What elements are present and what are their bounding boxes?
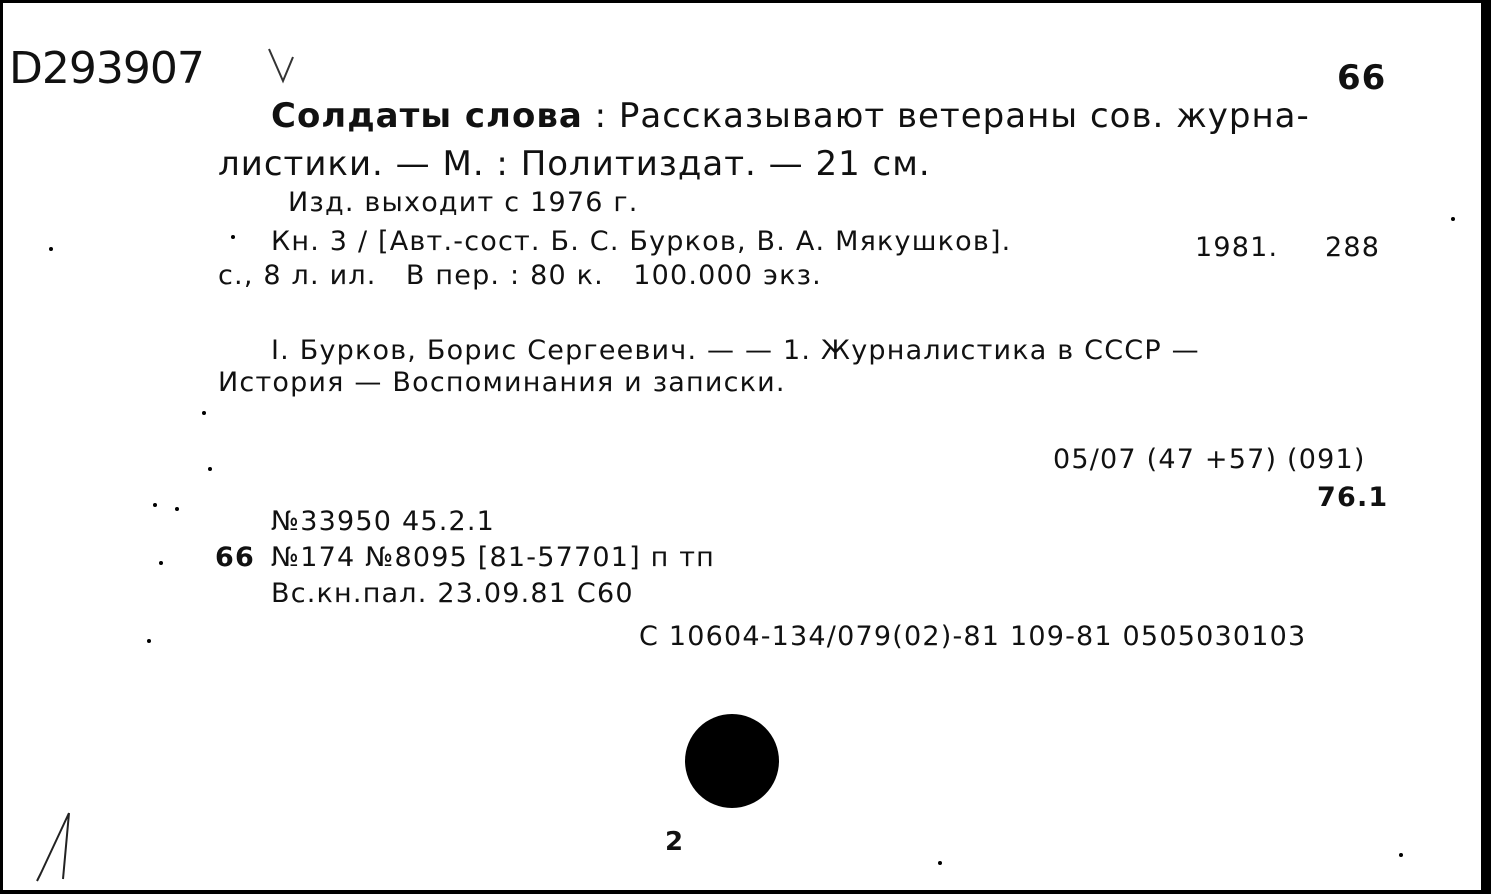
tracing-line-1: I. Бурков, Борис Сергеевич. — — 1. Журналистика в СССР — bbox=[271, 335, 1200, 366]
speck bbox=[175, 507, 179, 511]
speck bbox=[202, 411, 206, 415]
speck bbox=[153, 503, 157, 507]
bottom-hand-mark: 2 bbox=[665, 827, 684, 857]
speck bbox=[49, 247, 53, 251]
catalog-code-line: С 10604-134/079(02)-81 109-81 0505030103 bbox=[639, 621, 1307, 652]
title-bold: Солдаты слова bbox=[271, 96, 583, 136]
volume-line-1: Кн. 3 / [Авт.-сост. Б. С. Бурков, В. А. Мякушков]. bbox=[271, 226, 1012, 257]
inventory-number: D293907 bbox=[9, 43, 204, 94]
speck bbox=[147, 639, 151, 643]
checkmark-icon bbox=[265, 43, 305, 87]
punch-hole bbox=[685, 714, 779, 808]
volume-line-2: с., 8 л. ил. В пер. : 80 к. 100.000 экз. bbox=[218, 260, 822, 291]
bbk-code: 76.1 bbox=[1317, 482, 1389, 513]
handwritten-mark-icon bbox=[31, 809, 77, 885]
corner-number: 66 bbox=[1337, 58, 1387, 98]
registration-line: №174 №8095 [81-57701] п тп bbox=[271, 542, 716, 573]
book-chamber-line: Вс.кн.пал. 23.09.81 С60 bbox=[271, 578, 634, 609]
title-line-1 bbox=[271, 96, 1310, 136]
tracing-line-2: История — Воспоминания и записки. bbox=[218, 367, 786, 398]
title-line-2: листики. — М. : Политиздат. — 21 см. bbox=[218, 144, 931, 184]
volume-pages: 288 bbox=[1325, 232, 1381, 263]
speck bbox=[208, 467, 212, 471]
speck bbox=[231, 235, 235, 239]
udc-code: 05/07 (47 +57) (091) bbox=[1053, 444, 1366, 475]
speck bbox=[159, 561, 163, 565]
index-number: 66 bbox=[215, 542, 255, 573]
volume-year: 1981. bbox=[1195, 232, 1279, 263]
speck bbox=[938, 861, 942, 865]
speck bbox=[1451, 217, 1455, 221]
speck bbox=[1399, 853, 1403, 857]
title-rest: : Рассказывают ветераны сов. журна- bbox=[582, 96, 1310, 136]
order-line: №33950 45.2.1 bbox=[271, 506, 496, 537]
note-line: Изд. выходит с 1976 г. bbox=[288, 187, 639, 218]
